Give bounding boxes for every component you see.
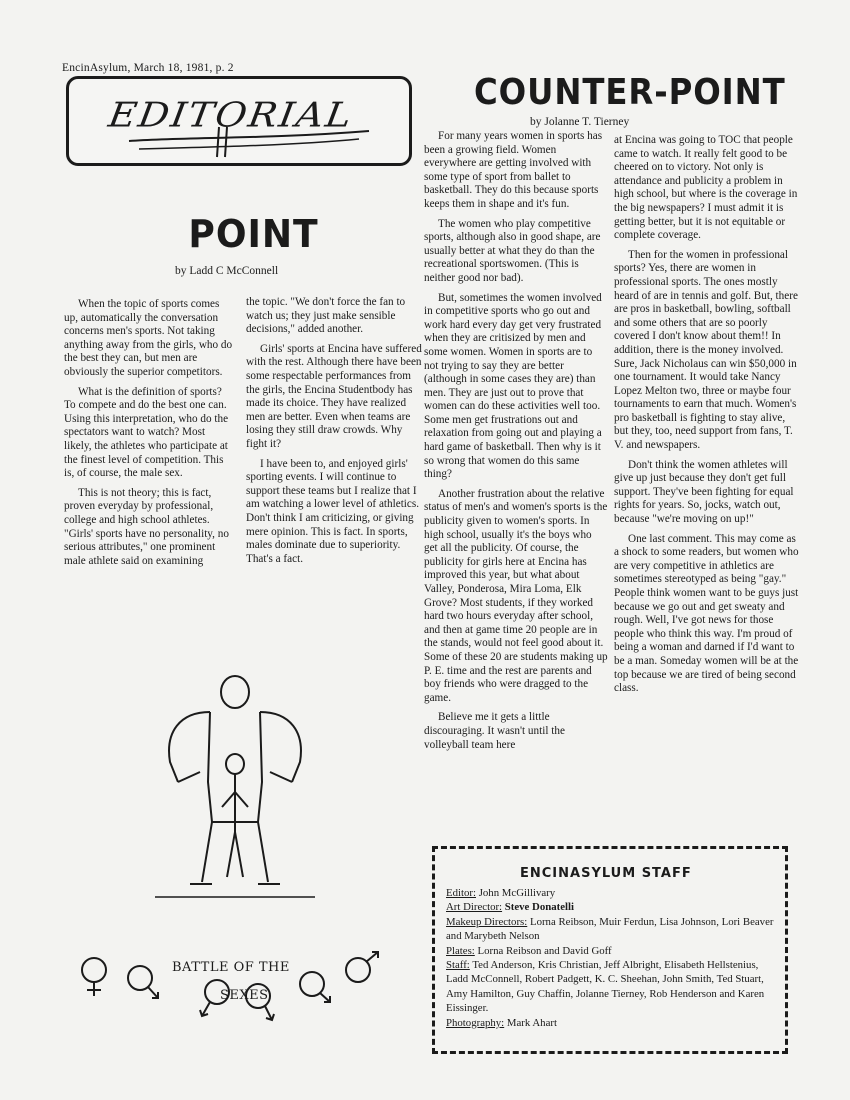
battle-of-sexes-graphic — [72, 940, 392, 1030]
staff-names: Lorna Reibson and David Goff — [477, 944, 612, 957]
dateline: EncinAsylum, March 18, 1981, p. 2 — [62, 62, 234, 74]
staff-role: Staff: — [446, 959, 470, 972]
staff-names: John McGillivary — [478, 887, 556, 899]
staff-entry — [446, 915, 776, 944]
staff-list — [446, 886, 776, 1030]
staff-entry — [446, 886, 776, 900]
staff-entry — [446, 958, 776, 1016]
staff-role: Art Director: — [446, 901, 503, 914]
point-byline: by Ladd C McConnell — [175, 265, 279, 277]
point-column-1 — [64, 298, 234, 574]
counterpoint-title: COUNTER-POINT — [474, 72, 786, 113]
paragraph: One last comment. This may come as a shock to some readers, but women who are very competitive in athletics are sometimes stereotyped as being "gay." People think women want to be guys just because we go out and get sweaty and rough. Well, I've got news for those people who think this way. I'm proud of being a woman and darned if I'd want to be a man. Someday women will be at the top because we are tired of being second class. — [614, 532, 799, 695]
paragraph: the topic. "We don't force the fan to watch us; they just make sensible decisions," added another. — [246, 296, 406, 336]
paragraph: The women who play competitive sports, although also in good shape, are usually better at what they do than the recreational sportswomen. (This is neither good nor bad). — [424, 217, 601, 284]
paragraph: This is not theory; this is fact, proven everyday by professional, college and high school athletes. "Girls' sports have no personality, no serious attributes," one prominent male athlete said on examining — [64, 486, 229, 567]
counterpoint-byline: by Jolanne T. Tierney — [530, 116, 630, 128]
battle-caption-line1: BATTLE OF THE — [172, 960, 290, 975]
staff-entry — [446, 1016, 776, 1030]
staff-role: Makeup Directors: — [446, 915, 528, 928]
staff-title: ENCINASYLUM STAFF — [520, 866, 692, 881]
paragraph: at Encina was going to TOC that people came to watch. It really felt good to be cheered on to victory. Not only is attendance and publicity a problem in high school, but where is the coverage in the big newspapers? I must admit it is getting better, but it is not equitable or complete coverage. — [614, 134, 798, 242]
paragraph: Don't think the women athletes will give up just because they don't get full support. They've been fighting for equal rights for years. So, jocks, watch out, because "we're moving on up!" — [614, 458, 794, 526]
staff-role: Photography: — [446, 1016, 505, 1029]
staff-role: Plates: — [446, 944, 475, 957]
battle-caption-line2: SEXES — [220, 988, 269, 1003]
staff-entry — [446, 944, 776, 958]
strongman-illustration-icon — [150, 672, 320, 902]
paragraph: For many years women in sports has been a growing field. Women everywhere are getting involved with some type of sport from ballet to basketball. They do this because sports keeps them in shape and it's fun. — [424, 130, 603, 210]
gender-symbols-icon — [72, 940, 392, 1030]
paragraph: When the topic of sports comes up, automatically the conversation concerns men's sports. Not taking anything away from the girls, who do the best they can, but men are obviously the superior competitors. — [64, 298, 233, 378]
counterpoint-column-1 — [424, 130, 608, 758]
editorial-banner — [66, 76, 412, 166]
staff-names: Ted Anderson, Kris Christian, Jeff Albright, Elisabeth Hellstenius, Ladd McConnell, Robert Padgett, K. C. Sheehan, John Smith, Ted Stuart, Amy Hamilton, Guy Chaffin, Jolanne Tierney, Rob Henderson and Karen Eissinger. — [446, 959, 765, 1015]
paragraph: But, sometimes the women involved in competitive sports who go out and work hard every day get very frustrated when they are critisized by men and some women. Women in sports are to not trying to say they are better (although in some cases they are) than men. They are just out to prove that women can do these activities well too. Some men get frustrations out and relaxation from going out and playing a hard game of basketball. Then why is it so wrong that women do this same thing? — [424, 291, 602, 481]
editorial-title: EDITORIAL — [105, 95, 357, 135]
counterpoint-column-2 — [614, 134, 800, 702]
paragraph: I have been to, and enjoyed girls' sporting events. I will continue to support these teams but I realize that I am watching a lower level of athletics. Don't think I am criticizing, or giving mere opinion. This is fact. In sports, males dominate due to superiority. That's a fact. — [246, 457, 420, 565]
staff-names: Steve Donatelli — [504, 901, 575, 914]
paragraph: What is the definition of sports? To compete and do the best one can. Using this interpretation, who do the spectators want to watch? Most likely, the athletes who participate at the finest level of competition. This is, of course, the male sex. — [64, 385, 229, 480]
staff-role: Editor: — [446, 887, 476, 899]
staff-names: Mark Ahart — [506, 1016, 557, 1029]
staff-entry — [446, 900, 776, 914]
staff-names: Lorna Reibson, Muir Ferdun, Lisa Johnson, Lori Beaver and Marybeth Nelson — [446, 915, 774, 943]
paragraph: Then for the women in professional sports? Yes, there are women in professional sports. The ones mostly heard of are in tennis and golf. But, there are pros in basketball, bowling, softball and some others that are so poorly covered I don't know about them!! In addition, there is the money involved. Sure, Jack Nicholaus can win $50,000 in one tournament. It would take Nancy Lopez Melton two, three or maybe four tournaments to earn that much. Women's pro basketball is fighting to stay alive, but they, too, need support from fans, T. V. and newspapers. — [614, 248, 798, 452]
paragraph: Girls' sports at Encina have suffered with the rest. Although there have been some respectable performances from the girls, the Encina Studentbody has made its choice. They have realized men are better. Even when teams are losing they still draw crowds. Why fight it? — [246, 342, 422, 450]
paragraph: Another frustration about the relative status of men's and women's sports is the publicity given to women's sports. In high school, usually it's the boys who get all the publicity. Of course, the publicity for girls here at Encina has improved this year, but what about Valley, Ponderosa, Mira Loma, Elk Grove? Most students, if they worked hard two hours everyday after school, and then at game time 20 people are in the stands, would not feel good about it. Some of these 20 are students making up P. E. time and the rest are parents and boy friends who were dragged to the game. — [424, 487, 608, 704]
paragraph: Believe me it gets a little discouraging. It wasn't until the volleyball team here — [424, 711, 565, 751]
point-column-2 — [246, 296, 422, 572]
point-title: POINT — [188, 212, 319, 256]
